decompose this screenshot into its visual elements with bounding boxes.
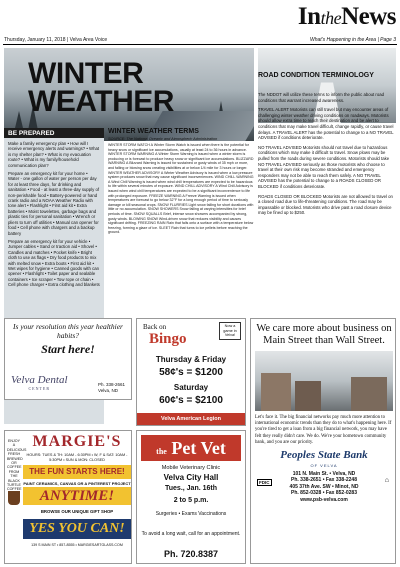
bank-headline: We care more about business on Main Street than Wall Street.: [256, 323, 392, 346]
bingo-price1: 58¢'s = $1200: [159, 367, 223, 378]
tagline: What's Happening in the Area | Page 3: [309, 37, 396, 43]
dental-town: Velva, ND: [97, 387, 118, 393]
terms-body: WINTER STORM WATCH A Winter Storm Watch is issued when there is the potential for heavy snow or significant ice accumulations, usually at least 24 to 36 hours in advance. WINTER STORM WARNING A Winter Storm Warning is issued when a winter storm is producing or is forecast to produce heavy snow or significant ice accumulations. BLIZZARD WARNING A Blizzard Warning is issued for sustained or gusty winds of 35 mph or more, and falling or blowing snow creating visibilities at or below 1/4 mile for 3 hours or longer. WINTER WEATHER ADVISORY A Winter Weather Advisory is issued when a low pressure system produces snow that may cause significant inconveniences. WIND CHILL WARNING A Wind Chill Warning is issued when wind chill temperatures are expected to be hazardous to life within several minutes of exposure. WIND CHILL ADVISORY A Wind Chill Advisory is issued when wind chill temperatures are expected to be a significant inconvenience to life with prolonged exposure. FREEZE WARNING A Freeze Warning is issued when temperatures are forecast to go below 32°F for a long enough period of time to seriously damage or kill seasonal crops. SNOW FLURRIES Light snow falling for short durations with little or no accumulation. SNOW SHOWERS Snow falling at varying intensities for brief periods of time. SNOW SQUALLS Brief, intense snow showers accompanied by strong, gusty winds. BLOWING SNOW Wind-driven snow that reduces visibility and causes significant drifting. FREEZING RAIN Rain that falls onto a surface with a temperature below freezing, forming a glaze of ice. SLEET Rain that turns to ice pellets before reaching the ground.: [108, 143, 254, 235]
margies-banner: THE FUN STARTS HERE!: [23, 465, 131, 479]
feature-title: [28, 57, 174, 118]
margies-ad: [4, 430, 132, 564]
pet-vet-logo: [141, 435, 241, 461]
bingo-day2: Saturday: [173, 383, 209, 392]
bank-address: [255, 471, 393, 503]
pet-vet-phone: Ph. 720.8387: [163, 549, 219, 559]
dental-question: Is your resolution this year healthier habits?: [13, 322, 123, 340]
pet-vet-line6: To avoid a long wait, call for an appointment.: [141, 531, 241, 537]
bingo-ad: [136, 318, 246, 426]
bingo-title: Bingo: [149, 331, 187, 347]
bank-logo: Peoples State Bank: [280, 449, 368, 461]
bank-ad: [250, 318, 396, 564]
bingo-day1: Thursday & Friday: [155, 355, 227, 364]
pet-vet-line2: Velva City Hall: [163, 473, 219, 482]
terms-heading: WINTER WEATHER TERMS: [108, 128, 199, 135]
dental-name: [11, 374, 68, 391]
bank-body: Let's face it. The big financial networks pay much more attention to international economic trends than they do to what's happening here. If you're tired to get a loan from a big financial network, you may have felt they really didn't care. We do. We're your hometown community bank, and you are our priority.: [255, 415, 392, 445]
masthead: [250, 3, 396, 31]
margies-paint: PAINT CERAMICS, CANVAS OR A PINTEREST PROJECT: [23, 481, 131, 486]
road-paragraph: TRAVEL ALERT Motorists can still travel but may encounter areas of challenging winter weather driving conditions on roadways. Motorists should allow extra time to reach their destination and be alert to conditions that may make travel difficult, change rapidly, or cause travel delays. A TRAVEL ALERT has the potential to change to a NO TRAVEL ADVISED if conditions deteriorate.: [258, 107, 394, 141]
pet-vet-ad: [136, 430, 246, 564]
dental-info: [98, 382, 125, 393]
bingo-price2: 60¢'s = $2100: [159, 395, 223, 406]
coffee-cup-icon: [8, 491, 20, 505]
prep-paragraph: Prepare an emergency kit for your vehicle • Jumper cables • Sand or traction aid • Shovel • Candles and matches • Pocket knife • Bright cloth to use as flags • Dry food products to mix with melted snow • Extra boots • First aid kit • Wet wipes for hygiene • Canned goods with can opener • Flashlight • Toilet paper and sealable containers • Ice scraper • Tow rope or chain • Cell phone charger • Extra clothing and blankets: [8, 238, 100, 288]
bank-addr5: www.psb-velva.com: [300, 496, 348, 503]
road-paragraph: The NDDOT will utilize these terms to inform the public about road conditions that warrant increased awareness.: [258, 92, 385, 103]
prep-heading: BE PREPARED: [4, 128, 104, 138]
dental-ad: [4, 318, 132, 400]
header-rule: [3, 44, 397, 45]
fdic-logo: FDIC: [259, 480, 270, 485]
masthead-news: News: [341, 3, 396, 30]
bank-addr4: Ph. 852-0328 • Fax 852-0283: [291, 490, 357, 497]
margies-hours: HOURS: TUES & TH: 10AM - 6:30PM • W, F & SAT: 10AM - 5:30PM • SUN & MON: CLOSED: [26, 453, 128, 462]
bank-addr1: 101 N. Main St. • Velva, ND: [292, 471, 356, 477]
masthead-the: the: [320, 8, 342, 28]
bank-addr2: Ph. 338-2651 • Fax 338-2248: [291, 477, 357, 484]
bingo-footer: Velva American Legion: [137, 413, 245, 425]
bingo-badge: Now a game in Velva!: [219, 322, 241, 340]
pet-vet-line4: 2 to 5 p.m.: [173, 497, 209, 504]
main-street-photo: [255, 351, 393, 411]
masthead-in: In: [297, 3, 321, 30]
prep-paragraph: Make a family emergency plan • How will I receive emergency alerts and warnings? • What is my shelter plan? • What is my evacuation route? • What is my family/household communication plan?: [8, 141, 100, 168]
dental-phone: Ph. 338-2661: [97, 382, 125, 387]
bingo-back-on: Back on: [143, 323, 167, 331]
dental-name-sub: CENTER: [28, 386, 51, 391]
pet-vet-name: Pet Vet: [171, 438, 226, 458]
margies-anytime: ANYTIME!: [23, 487, 131, 505]
terms-source: SOURCE: The National Oceanic and Atmospheric Administration: [108, 137, 218, 141]
date-line: Thursday, January 11, 2018 | Velva Area Voice: [4, 37, 108, 43]
road-paragraph: NO TRAVEL ADVISED Motorists should not travel due to hazardous conditions which may make it difficult to travel. Snow plows may be pulled from the roads during severe conditions. Motorists should take NO TRAVEL ADVISED seriously as those motorists who choose to travel at their own risk may become stranded and emergency responders may not be able to reach them safely. A NO TRAVEL ADVISED has the potential to change to a ROADS CLOSED OR BLOCKED if conditions deteriorate.: [258, 144, 390, 189]
equal-housing-icon: ⌂: [384, 477, 389, 484]
prep-paragraph: Prepare an emergency kit for your home • Water - one gallon of water per person per day for at least three days, for drinking and sanitation • Food - at least a three-day supply of non-perishable food • Battery-powered or hand crank radio and a NOAA Weather Radio with tone alert • Flashlight • First aid kit • Extra batteries • Moist towelettes, garbage bags and plastic ties for personal sanitation • Wrench or pliers to turn off utilities • Manual can opener for food • Cell phone with chargers and a backup battery: [8, 171, 100, 236]
dental-name-text: Velva Dental: [11, 374, 68, 386]
pet-vet-line1: Mobile Veterinary Clinic: [161, 465, 221, 471]
bank-addr3: 405 37th Ave. SW • Minot, ND: [289, 483, 359, 490]
pet-vet-line5: Surgeries • Exams Vaccinations: [155, 511, 227, 517]
pet-vet-the: the: [156, 447, 167, 456]
pet-vet-line3: Tues., Jan. 16th: [165, 485, 217, 492]
coffee-shop-note: ENJOY A DELICIOUS FRESH BREWED OR COFFEE FROM THE BLACK TURTLE COFFEE: [7, 439, 27, 492]
dental-cta: Start here!: [41, 342, 95, 356]
feature-title-line2: WEATHER: [28, 85, 174, 118]
road-paragraph: ROADS CLOSED OR BLOCKED Motorists are not allowed to travel on a closed road due to life-threatening conditions. The road may be impassable or blocked. Motorists who drive past a road closure device may be fined up to $250.: [258, 193, 393, 216]
bank-logo-sub: OF VELVA: [310, 463, 338, 468]
margies-browse: BROWSE OUR UNIQUE GIFT SHOP: [40, 509, 114, 514]
margies-logo: MARGIE'S: [32, 433, 122, 450]
road-heading: ROAD CONDITION TERMINOLOGY: [258, 72, 374, 79]
feature-title-line1: WINTER: [28, 57, 144, 90]
margies-yes: YES YOU CAN!: [23, 519, 131, 539]
margies-footer: 139 S MAIN ST • 857-8555 • MARGIESARTGLASS.COM: [31, 543, 123, 547]
